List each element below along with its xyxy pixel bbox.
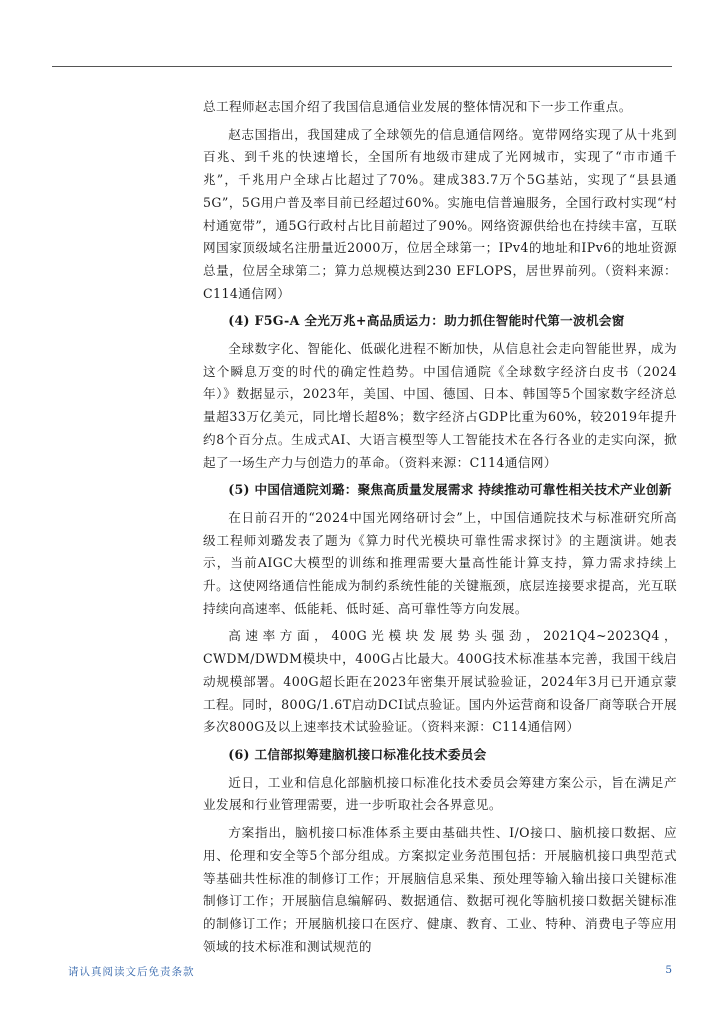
section-heading-5: (5) 中国信通院刘璐：聚焦高质量发展需求 持续推动可靠性相关技术产业创新	[228, 482, 672, 498]
section-heading-4: (4) F5G-A 全光万兆+高品质运力：助力抓住智能时代第一波机会窗	[228, 313, 625, 329]
section-heading-6: (6) 工信部拟筹建脑机接口标准化技术委员会	[228, 746, 487, 762]
paragraph-bci-scope: 方案指出，脑机接口标准体系主要由基础共性、I/O接口、脑机接口数据、应用、伦理和安全等5个部分组成。方案拟定业务范围包括：开展脑机接口典型范式等基础共性标准的制修订工作；开展脑信息采集、预处理等输入输出接口关键标准制修订工作；开展脑信息编解码、数据通信、数据可视化等脑机接口数据关键标准的制修订工作；开展脑机接口在医疗、健康、教育、工业、特种、消费电子等应用领域的技术标准和测试规范的	[203, 825, 677, 954]
paragraph-digital-economy: 全球数字化、智能化、低碳化进程不断加快，从信息社会走向智能世界，成为这个瞬息万变的时代的确定性趋势。中国信通院《全球数字经济白皮书（2024年）》数据显示，2023年，美国、中国、德国、日本、韩国等5个国家数字经济总量超33万亿美元，同比增长超8%；数字经济占GDP比重为60%，较2019年提升约8个百分点。生成式AI、大语言模型等人工智能技术在各行各业的走实向深，掀起了一场生产力与创造力的革命。（资料来源：C114通信网）	[203, 341, 677, 470]
paragraph-high-speed: 高速率方面，400G光模块发展势头强劲，2021Q4~2023Q4，CWDM/DWDM模块中，400G占比最大。400G技术标准基本完善，我国干线启动规模部署。400G超长距在2023年密集开展试验验证，2024年3月已开通京蒙工程。同时，800G/1.6T启动DCI试点验证。国内外运营商和设备厂商等联合开展多次800G及以上速率技术试验验证。（资料来源：C114通信网）	[203, 628, 677, 735]
page-number: 5	[665, 964, 672, 976]
paragraph-continuation: 总工程师赵志国介绍了我国信息通信业发展的整体情况和下一步工作重点。	[203, 99, 632, 114]
document-body	[203, 96, 677, 963]
paragraph-bci-committee: 近日，工业和信息化部脑机接口标准化技术委员会筹建方案公示，旨在满足产业发展和行业管理需要，进一步听取社会各界意见。	[203, 774, 677, 813]
header-rule	[52, 66, 672, 67]
paragraph-optical-network-seminar: 在日前召开的“2024中国光网络研讨会”上，中国信通院技术与标准研究所高级工程师刘璐发表了题为《算力时代光模块可靠性需求探讨》的主题演讲。她表示，当前AIGC大模型的训练和推理需要大量高性能计算支持，算力需求持续上升。这使网络通信性能成为制约系统性能的关键瓶颈，底层连接要求提高，光互联持续向高速率、低能耗、低时延、高可靠性等方向发展。	[203, 509, 677, 616]
footer-disclaimer: 请认真阅读文后免责条款	[68, 966, 195, 978]
paragraph-zhao-zhiguo: 赵志国指出，我国建成了全球领先的信息通信网络。宽带网络实现了从十兆到百兆、到千兆的快速增长，全国所有地级市建成了光网城市，实现了“市市通千兆”，千兆用户全球占比超过了70%。建成383.7万个5G基站，实现了“县县通5G”，5G用户普及率目前已经超过60%。实施电信普遍服务，全国行政村实现“村村通宽带”，通5G行政村占比目前超过了90%。网络资源供给也在持续丰富，互联网国家顶级域名注册量近2000万，位居全球第一；IPv4的地址和IPv6的地址资源总量，位居全球第二；算力总规模达到230 EFLOPS，居世界前列。（资料来源：C114通信网）	[203, 126, 677, 301]
